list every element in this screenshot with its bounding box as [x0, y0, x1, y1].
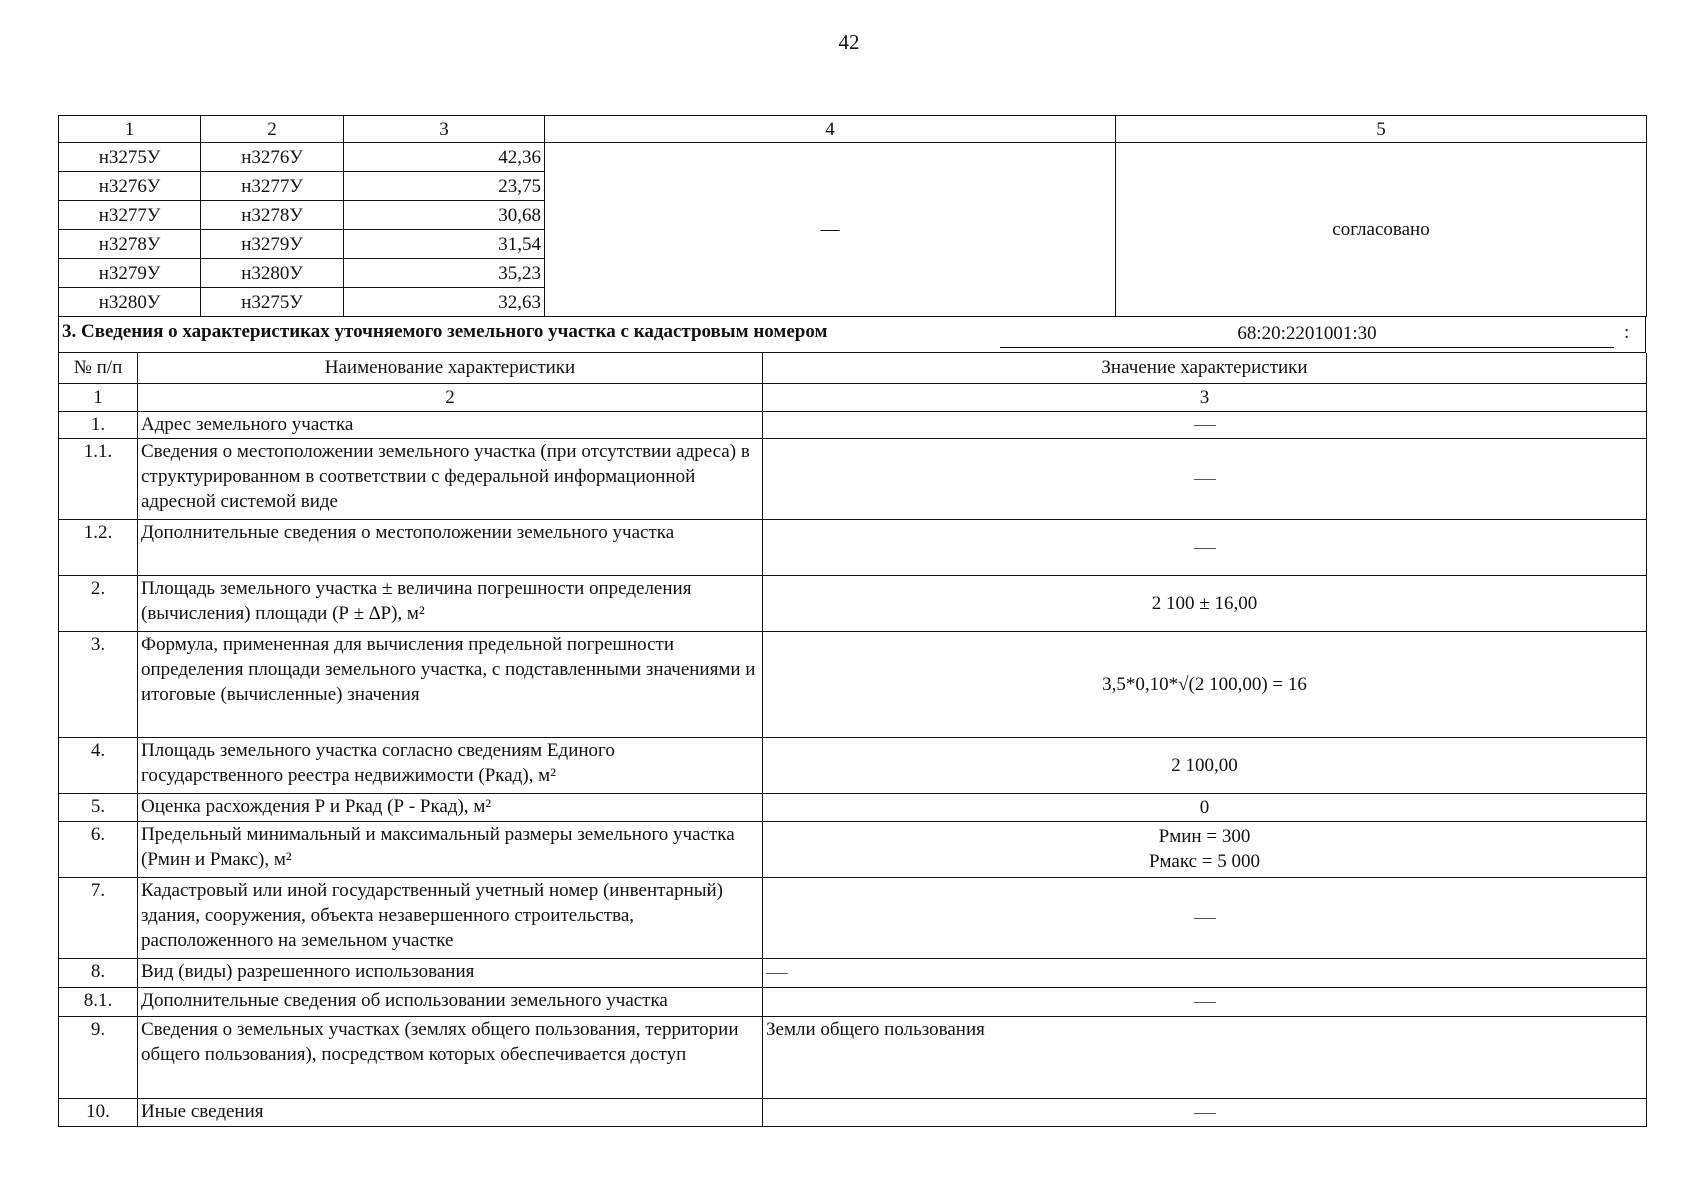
segment-length: 42,36 [344, 143, 545, 172]
table-row [59, 793, 1647, 821]
document-frame [58, 115, 1646, 1127]
characteristic-name: Вид (виды) разрешенного использования [138, 958, 763, 987]
row-number: 1.1. [59, 438, 138, 519]
page-number: 42 [838, 30, 860, 54]
point-from: н3276У [59, 172, 201, 201]
empty-value-dash [763, 411, 1647, 438]
characteristic-name: Оценка расхождения Р и Ркад (Р - Ркад), м² [138, 793, 763, 821]
row-number: 1.2. [59, 519, 138, 575]
point-to: н3280У [201, 259, 344, 288]
column-number: 3 [763, 383, 1647, 411]
characteristic-name: Сведения о местоположении земельного участка (при отсутствии адреса) в структурированном в соответствии с федеральной информационной адресной системой виде [138, 438, 763, 519]
row-number: 10. [59, 1098, 138, 1126]
section-title: 3. Сведения о характеристиках уточняемого земельного участка с кадастровым номером [62, 321, 828, 342]
empty-value-dash [763, 877, 1647, 958]
segment-length: 23,75 [344, 172, 545, 201]
row-number: 8. [59, 958, 138, 987]
section-colon: : [1624, 322, 1630, 343]
row-number: 1. [59, 411, 138, 438]
column-header: Наименование характеристики [138, 353, 763, 383]
agreement-status: согласовано [1116, 143, 1647, 317]
empty-value-dash [763, 1098, 1647, 1126]
table-row [59, 1016, 1647, 1098]
column-header: Значение характеристики [763, 353, 1647, 383]
characteristic-name: Иные сведения [138, 1098, 763, 1126]
characteristic-value: 0 [763, 793, 1647, 821]
column-header: 5 [1116, 116, 1647, 143]
characteristic-name: Площадь земельного участка ± величина погрешности определения (вычисления) площади (Р ± ∆Р), м² [138, 575, 763, 631]
characteristic-name: Площадь земельного участка согласно сведениям Единого государственного реестра недвижимости (Ркад), м² [138, 737, 763, 793]
row-number: 5. [59, 793, 138, 821]
empty-value-dash [763, 958, 1647, 987]
table-row [59, 438, 1647, 519]
characteristic-name: Дополнительные сведения о местоположении земельного участка [138, 519, 763, 575]
row-number: 8.1. [59, 987, 138, 1016]
point-from: н3280У [59, 288, 201, 317]
point-from: н3275У [59, 143, 201, 172]
table-row [59, 1098, 1647, 1126]
table-row [59, 519, 1647, 575]
characteristic-value: 2 100,00 [763, 737, 1647, 793]
cadastral-number: 68:20:2201001:30 [1000, 320, 1614, 348]
characteristics-header [59, 353, 1647, 383]
characteristic-value: Земли общего пользования [763, 1016, 1647, 1098]
boundary-table-header [59, 116, 1647, 143]
column-header: № п/п [59, 353, 138, 383]
column-header: 4 [545, 116, 1116, 143]
characteristic-name: Формула, примененная для вычисления предельной погрешности определения площади земельного участка, с подставленными значениями и итоговые (вычисленные) значения [138, 631, 763, 737]
point-to: н3277У [201, 172, 344, 201]
column-number: 2 [138, 383, 763, 411]
boundary-table [58, 115, 1647, 317]
column-header: 2 [201, 116, 344, 143]
characteristic-value: 2 100 ± 16,00 [763, 575, 1647, 631]
empty-value-dash [763, 438, 1647, 519]
segment-length: 31,54 [344, 230, 545, 259]
row-number: 3. [59, 631, 138, 737]
table-row [59, 737, 1647, 793]
section-3-header [58, 317, 1646, 353]
empty-value-dash [763, 519, 1647, 575]
column-number: 1 [59, 383, 138, 411]
row-number: 6. [59, 821, 138, 877]
table-row [59, 411, 1647, 438]
empty-value-dash [763, 987, 1647, 1016]
column4-value: — [545, 143, 1116, 317]
max-size-value: Рмакс = 5 000 [1148, 851, 1261, 872]
table-row [59, 575, 1647, 631]
characteristics-table [58, 353, 1647, 1127]
table-row [59, 143, 1647, 172]
characteristic-value [763, 821, 1647, 877]
row-number: 7. [59, 877, 138, 958]
row-number: 4. [59, 737, 138, 793]
characteristic-name: Дополнительные сведения об использовании земельного участка [138, 987, 763, 1016]
point-to: н3278У [201, 201, 344, 230]
point-from: н3277У [59, 201, 201, 230]
row-number: 2. [59, 575, 138, 631]
point-to: н3276У [201, 143, 344, 172]
min-size-value: Рмин = 300 [1158, 826, 1251, 847]
point-to: н3275У [201, 288, 344, 317]
segment-length: 35,23 [344, 259, 545, 288]
column-header: 1 [59, 116, 201, 143]
characteristic-name: Кадастровый или иной государственный учетный номер (инвентарный) здания, сооружения, объекта незавершенного строительства, расположенного на земельном участке [138, 877, 763, 958]
table-row [59, 987, 1647, 1016]
column-numbers-row [59, 383, 1647, 411]
table-row [59, 877, 1647, 958]
table-row [59, 958, 1647, 987]
table-row [59, 821, 1647, 877]
characteristic-name: Сведения о земельных участках (землях общего пользования, территории общего пользования), посредством которых обеспечивается доступ [138, 1016, 763, 1098]
segment-length: 32,63 [344, 288, 545, 317]
column-header: 3 [344, 116, 545, 143]
characteristic-name: Предельный минимальный и максимальный размеры земельного участка (Рмин и Рмакс), м² [138, 821, 763, 877]
segment-length: 30,68 [344, 201, 545, 230]
table-row [59, 631, 1647, 737]
point-from: н3278У [59, 230, 201, 259]
point-from: н3279У [59, 259, 201, 288]
point-to: н3279У [201, 230, 344, 259]
row-number: 9. [59, 1016, 138, 1098]
characteristic-name: Адрес земельного участка [138, 411, 763, 438]
characteristic-value: 3,5*0,10*√(2 100,00) = 16 [763, 631, 1647, 737]
